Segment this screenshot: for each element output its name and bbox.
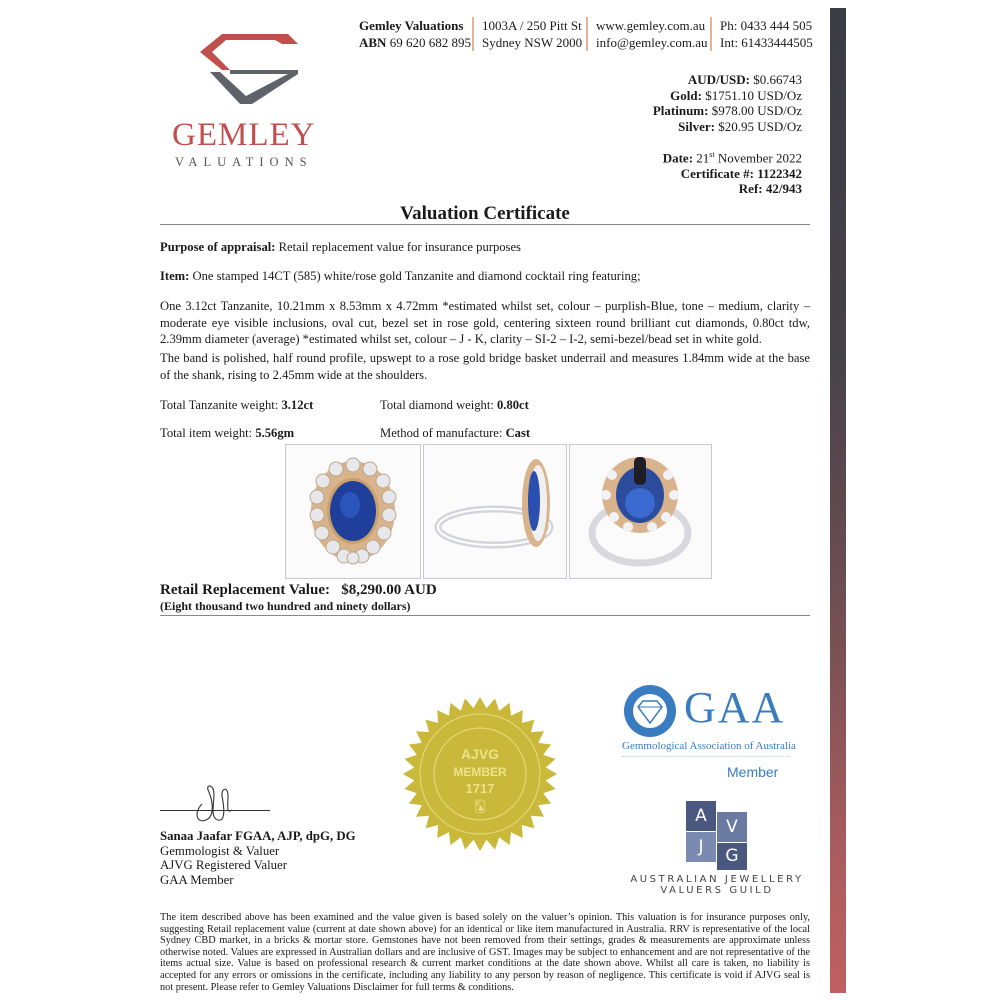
ring-photo-back	[569, 444, 712, 579]
intl-number: Int: 61433444505	[720, 35, 813, 50]
email-link[interactable]: info@gemley.com.au	[596, 35, 708, 50]
document-title: Valuation Certificate	[400, 203, 570, 224]
signature-line	[160, 810, 270, 811]
header-company	[359, 17, 471, 51]
item-line: Item: One stamped 14CT (585) white/rose gold Tanzanite and diamond cocktail ring featuring;	[160, 269, 641, 283]
diamond-weight: Total diamond weight: 0.80ct	[380, 398, 529, 412]
gemley-diamond-logo	[190, 30, 330, 110]
band-description: The band is polished, half round profile, upswept to a rose gold bridge basket underrail and measures 1.84mm wide at the base of the shank, rising to 2.45mm wide at the shoulders.	[160, 351, 810, 382]
valuer-details	[160, 829, 356, 887]
valuer-title: Gemmologist & Valuer	[160, 843, 280, 858]
address-line2: Sydney NSW 2000	[482, 35, 583, 50]
rrv-in-words: (Eight thousand two hundred and ninety dollars)	[160, 599, 411, 613]
gaa-emblem	[622, 683, 678, 739]
gaa-acronym: GAA	[684, 683, 786, 732]
valuer-membership: GAA Member	[160, 872, 234, 887]
address-line1: 1003A / 250 Pitt St	[482, 18, 582, 33]
seal-mark: 🃞	[474, 801, 486, 813]
logo-red-crown	[200, 34, 298, 70]
item-description: One 3.12ct Tanzanite, 10.21mm x 8.53mm x 4.72mm *estimated whilst set, colour – purplish-Blue, tone – medium, clarity – moderate eye visible inclusions, oval cut, bezel set in rose gold, centering sixteen round brilliant cut diamonds, 0.80ct tdw, 2.39mm diameter (average) *estimated whilst set, colour – J - K, clarity – SI-2 – I-2, semi-bezel/bead set in white gold.	[160, 299, 810, 346]
value-divider	[160, 615, 810, 616]
website-link[interactable]: www.gemley.com.au	[596, 18, 706, 33]
logo-wordmark: GEMLEY	[172, 117, 316, 153]
gaa-divider	[622, 756, 790, 757]
item-weight: Total item weight: 5.56gm	[160, 426, 295, 440]
metal-rates	[653, 72, 802, 134]
seal-line1: AJVG	[460, 746, 500, 762]
gaa-full-name: Gemmological Association of Australia	[622, 740, 796, 752]
avjg-tile-v: V	[717, 812, 747, 842]
decorative-side-bar	[830, 8, 846, 993]
avjg-tile-j: J	[686, 832, 716, 862]
retail-replacement-value: Retail Replacement Value: $8,290.00 AUD	[160, 582, 437, 598]
header-web	[586, 17, 707, 51]
abn-label: ABN	[359, 35, 387, 50]
logo-grey-point	[210, 70, 298, 104]
seal-line2: MEMBER	[453, 765, 507, 779]
avjg-tile-g: G	[717, 843, 747, 870]
valuer-name: Sanaa Jaafar FGAA, AJP, dpG, DG	[160, 829, 356, 843]
company-name: Gemley Valuations	[359, 18, 464, 33]
valuer-registration: AJVG Registered Valuer	[160, 858, 287, 872]
avjg-caption: AUSTRALIAN JEWELLERY VALUERS GUILD	[630, 874, 804, 896]
valuer-signature	[188, 782, 238, 826]
purpose-line: Purpose of appraisal: Retail replacement value for insurance purposes	[160, 240, 521, 254]
ajvg-gold-seal	[402, 696, 558, 852]
phone-number: Ph: 0433 444 505	[720, 18, 813, 33]
certificate-info	[663, 147, 802, 197]
disclaimer-text: The item described above has been examined and the value given is based solely on the valuer’s opinion. This valuation is for insurance purposes only, suggesting Retail replacement value (current at date shown above) for an identical or like item manufactured in Australia. RRV is representative of the local Sydney CBD market, in a bricks & mortar store. Gemstones have not been removed from their settings, grades & measurements are approximate unless otherwise noted. Values are expressed in Australian dollars and are inclusive of GST. Images may be subject to enhancement and are not representative of the items actual size. Value is based on professional research & current market conditions at the date shown above. Whilst all care is taken, no liability is accepted for any errors or omissions in the certificate, including any liability to any person by reason of negligence. This certificate is void if AJVG seal is not present. Please refer to Gemley Valuations Disclaimer for full terms & conditions.	[160, 912, 810, 993]
header-address	[472, 17, 582, 51]
rate-platinum: Platinum: $978.00 USD/Oz	[652, 103, 802, 118]
manufacture-method: Method of manufacture: Cast	[380, 426, 531, 440]
ring-front-image	[286, 445, 420, 578]
logo-subtitle: VALUATIONS	[175, 155, 313, 169]
abn-value: 69 620 682 895	[389, 35, 471, 50]
ring-back-image	[570, 445, 711, 578]
cert-number: Certificate #: 1122342	[680, 165, 802, 181]
rate-silver: Silver: $20.95 USD/Oz	[678, 118, 802, 134]
cert-date: Date: 21st November 2022	[662, 150, 802, 166]
gaa-member-label: Member	[727, 764, 779, 780]
seal-line3: 1717	[465, 781, 495, 796]
title-divider	[160, 224, 810, 225]
ring-side-image	[424, 445, 566, 578]
rate-gold: Gold: $1751.10 USD/Oz	[670, 87, 802, 103]
cert-ref: Ref: 42/943	[738, 181, 802, 197]
rate-aud-usd: AUD/USD: $0.66743	[687, 72, 802, 87]
avjg-tile-a: A	[686, 801, 716, 831]
tanzanite-weight: Total Tanzanite weight: 3.12ct	[160, 398, 314, 412]
ring-photo-side	[423, 444, 567, 579]
ring-photo-front	[285, 444, 421, 579]
header-phone	[710, 17, 813, 51]
